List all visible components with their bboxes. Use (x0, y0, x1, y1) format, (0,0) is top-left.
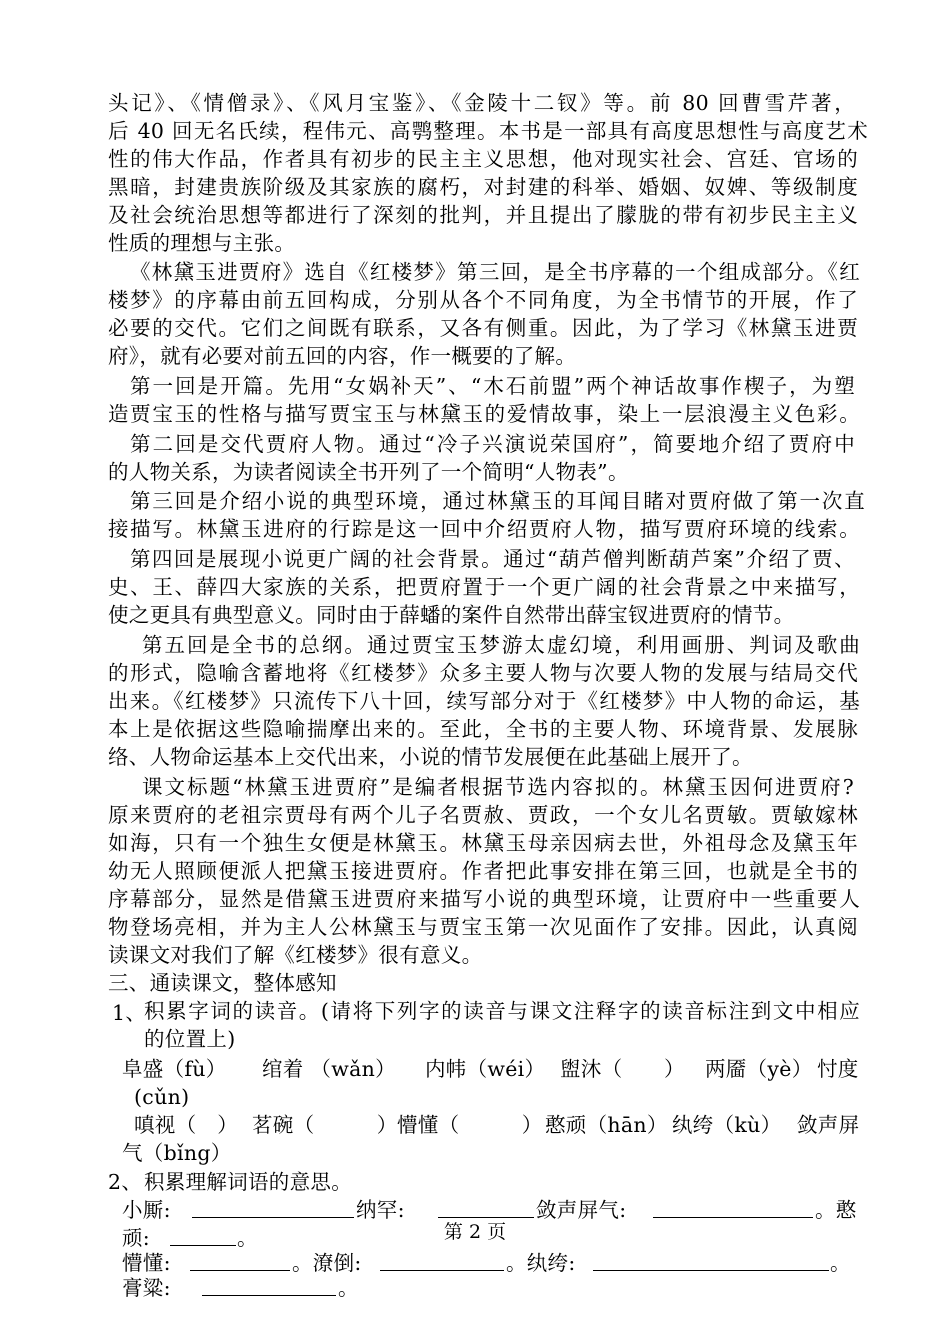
answer-blank[interactable] (438, 1199, 534, 1218)
pinyin-item: 嗔视（ ） (134, 1113, 238, 1137)
text-line: 性质的理想与主张。 (108, 231, 296, 255)
question-text: 积累理解词语的意思。 (144, 1170, 352, 1194)
text-line: 第四回是展现小说更广阔的社会背景。通过“葫芦僧判断葫芦案”介绍了贾、 (130, 547, 855, 571)
pinyin-item: 气（bǐng） (122, 1141, 232, 1165)
text-line: 的人物关系，为读者阅读全书开列了一个简明“人物表”。 (108, 460, 629, 484)
pinyin-item: 憨顽（hān） (545, 1113, 668, 1137)
text-line: 第一回是开篇。先用“女娲补天”、“木石前盟”两个神话故事作楔子，为塑 (130, 374, 855, 398)
text-line: 出来。《红楼梦》只流传下八十回，续写部分对于《红楼梦》中人物的命运，基 (108, 689, 860, 713)
pinyin-item: 阜盛（fù） (122, 1057, 227, 1081)
section-heading: 三、通读课文，整体感知 (108, 971, 337, 995)
text-line: 《林黛玉进贾府》选自《红楼梦》第三回，是全书序幕的一个组成部分。《红 (130, 260, 860, 284)
vocab-label: 。憨 (815, 1198, 857, 1222)
answer-blank[interactable] (192, 1199, 354, 1218)
answer-blank[interactable] (380, 1252, 504, 1271)
pinyin-item: 敛声屏 (797, 1113, 860, 1137)
text-line: 如海，只有一个独生女便是林黛玉。林黛玉母亲因病去世，外祖母念及黛玉年 (108, 831, 858, 855)
text-line: 后 40 回无名氏续，程伟元、高鹗整理。本书是一部具有高度思想性与高度艺术 (108, 119, 868, 143)
text-line: 第二回是交代贾府人物。通过“冷子兴演说荣国府”，简要地介绍了贾府中 (130, 432, 855, 456)
vocab-label: 膏粱: (122, 1276, 171, 1300)
vocab-label: 。纨绔: (506, 1251, 576, 1275)
vocab-label: 小厮: (122, 1198, 171, 1222)
text-line: 幼无人照顾便派人把黛玉接进贾府。作者把此事安排在第三回，也就是全书的 (108, 859, 858, 883)
vocab-label: 。潦倒: (292, 1251, 362, 1275)
vocab-punct: 。 (237, 1226, 258, 1250)
text-line: 头记》、《情僧录》、《风月宝鉴》、《金陵十二钗》等。前 80 回曹雪芹著， (108, 91, 855, 115)
text-line: 第三回是介绍小说的典型环境，通过林黛玉的耳闻目睹对贾府做了第一次直 (130, 489, 865, 513)
vocab-punct: 。 (830, 1251, 851, 1275)
question-number: 1、 (112, 1001, 147, 1025)
pinyin-item: 懵懂（ ） (397, 1113, 543, 1137)
text-line: 的形式，隐喻含蓄地将《红楼梦》众多主要人物与次要人物的发展与结局交代 (108, 661, 858, 685)
text-line: 使之更具有典型意义。同时由于薛蟠的案件自然带出薛宝钗进贾府的情节。 (108, 603, 795, 627)
pinyin-item: 盥沐（ ） (560, 1057, 685, 1081)
question-text: 积累字词的读音。(请将下列字的读音与课文注释字的读音标注到文中相应 (144, 999, 860, 1023)
text-line: 序幕部分，显然是借黛玉进贾府来描写小说的典型环境，让贾府中一些重要人 (108, 887, 860, 911)
vocab-label: 顽: (122, 1226, 151, 1250)
pinyin-item: 两靥（yè） (705, 1057, 813, 1081)
vocab-punct: 。 (338, 1276, 359, 1300)
pinyin-item: 纨绔（kù） (672, 1113, 782, 1137)
pinyin-item: (cǔn) (134, 1085, 190, 1109)
answer-blank[interactable] (593, 1252, 829, 1271)
text-line: 接描写。林黛玉进府的行踪是这一回中介绍贾府人物，描写贾府环境的线索。 (108, 517, 860, 541)
text-line: 读课文对我们了解《红楼梦》很有意义。 (108, 943, 483, 967)
page-number: 第 2 页 (443, 1221, 507, 1243)
text-line: 史、王、薛四大家族的关系，把贾府置于一个更广阔的社会背景之中来描写， (108, 575, 860, 599)
text-line: 性的伟大作品，作者具有初步的民主主义思想，他对现实社会、宫廷、官场的 (108, 147, 858, 171)
pinyin-item: 绾着 （wǎn） (262, 1057, 396, 1081)
text-line: 络、人物命运基本上交代出来，小说的情节发展便在此基础上展开了。 (108, 745, 753, 769)
text-line: 物登场亮相，并为主人公林黛玉与贾宝玉第一次见面作了安排。因此，认真阅 (108, 915, 858, 939)
pinyin-item: 内帏（wéi） (425, 1057, 546, 1081)
text-line: 黑暗，封建贵族阶级及其家族的腐朽，对封建的科举、婚姻、奴婢、等级制度 (108, 175, 858, 199)
vocab-label: 懵懂: (122, 1251, 171, 1275)
text-line: 及社会统治思想等都进行了深刻的批判，并且提出了朦胧的带有初步民主主义 (108, 203, 858, 227)
pinyin-item: 忖度 (817, 1057, 859, 1081)
answer-blank[interactable] (190, 1252, 290, 1271)
vocab-label: 纳罕: (356, 1198, 405, 1222)
text-line: 本上是依据这些隐喻揣摩出来的。至此，全书的主要人物、环境背景、发展脉 (108, 717, 858, 741)
pinyin-item: 茗碗（ ） (252, 1113, 398, 1137)
text-line: 必要的交代。它们之间既有联系，又各有侧重。因此，为了学习《林黛玉进贾 (108, 316, 858, 340)
answer-blank[interactable] (653, 1199, 813, 1218)
vocab-label: 敛声屏气: (536, 1198, 627, 1222)
text-line: 府》，就有必要对前五回的内容，作一概要的了解。 (108, 344, 577, 368)
answer-blank[interactable] (202, 1277, 336, 1296)
text-line: 第五回是全书的总纲。通过贾宝玉梦游太虚幻境，利用画册、判词及歌曲 (142, 633, 860, 657)
text-line: 楼梦》的序幕由前五回构成，分别从各个不同角度，为全书情节的开展，作了 (108, 288, 858, 312)
text-line: 造贾宝玉的性格与描写贾宝玉与林黛玉的爱情故事，染上一层浪漫主义色彩。 (108, 402, 860, 426)
question-text: 的位置上) (144, 1027, 236, 1051)
text-line: 原来贾府的老祖宗贾母有两个儿子名贾赦、贾政，一个女儿名贾敏。贾敏嫁林 (108, 803, 858, 827)
text-line: 课文标题“林黛玉进贾府”是编者根据节选内容拟的。林黛玉因何进贾府? (142, 775, 854, 799)
question-number: 2、 (108, 1170, 143, 1194)
